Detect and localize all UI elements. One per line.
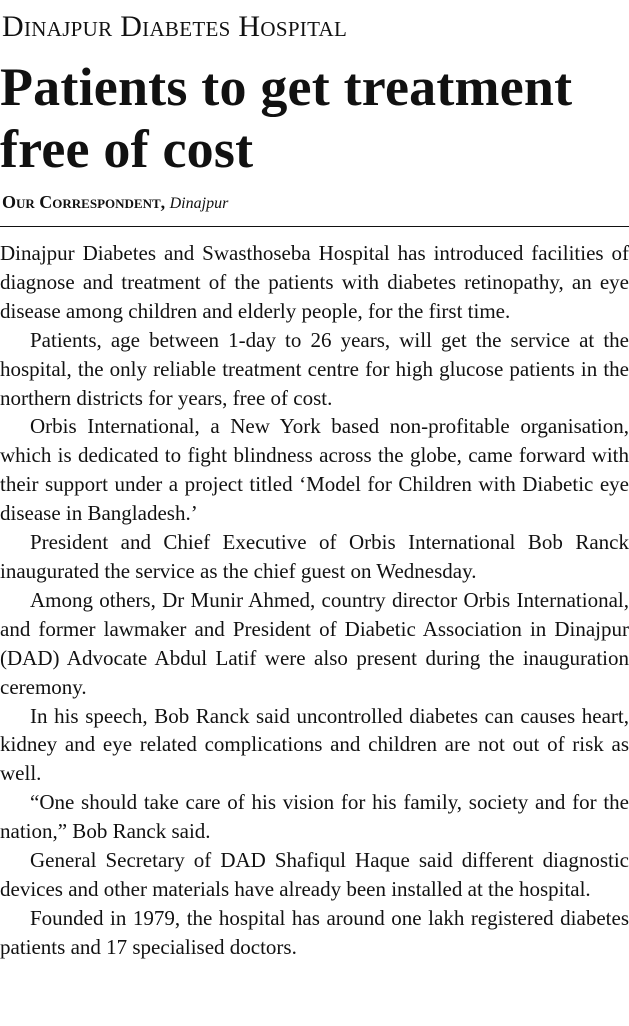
article-paragraph: Patients, age between 1-day to 26 years, will get the service at the hospital, the only reliable treatment centre for high glucose patients in the northern districts for years, free of cost. <box>0 327 629 410</box>
article-paragraph: In his speech, Bob Ranck said uncontrolled diabetes can causes heart, kidney and eye related complications and children are not out of risk as well. <box>0 703 629 786</box>
byline-place: Dinajpur <box>169 195 229 212</box>
article-body <box>0 239 629 962</box>
article-paragraph: “One should take care of his vision for his family, society and for the nation,” Bob Ranck said. <box>0 790 629 844</box>
article-paragraph: Among others, Dr Munir Ahmed, country director Orbis International, and former lawmaker and President of Diabetic Association in Dinajpur (DAD) Advocate Abdul Latif were also present during the inauguration ceremony. <box>0 587 629 699</box>
article-paragraph: President and Chief Executive of Orbis International Bob Ranck inaugurated the service as the chief guest on Wednesday. <box>0 530 629 583</box>
kicker: Dinajpur Diabetes Hospital <box>2 10 348 43</box>
header-divider <box>0 226 629 227</box>
article-paragraph: Dinajpur Diabetes and Swasthoseba Hospital has introduced facilities of diagnose and treatment of the patients with diabetes retinopathy, an eye disease among children and elderly people, for the first time. <box>0 241 629 323</box>
headline: Patients to get treatment free of cost <box>0 57 573 179</box>
article-paragraph: Founded in 1979, the hospital has around one lakh registered diabetes patients and 17 specialised doctors. <box>0 905 629 959</box>
article-paragraph: Orbis International, a New York based non-profitable organisation, which is dedicated to fight blindness across the globe, came forward with their support under a project titled ‘Model for Children with Diabetic eye disease in Bangladesh.’ <box>0 414 629 526</box>
article-paragraph: General Secretary of DAD Shafiqul Haque said different diagnostic devices and other materials have already been installed at the hospital. <box>0 848 629 901</box>
byline <box>2 190 228 216</box>
byline-author: Our Correspondent, <box>2 192 166 212</box>
